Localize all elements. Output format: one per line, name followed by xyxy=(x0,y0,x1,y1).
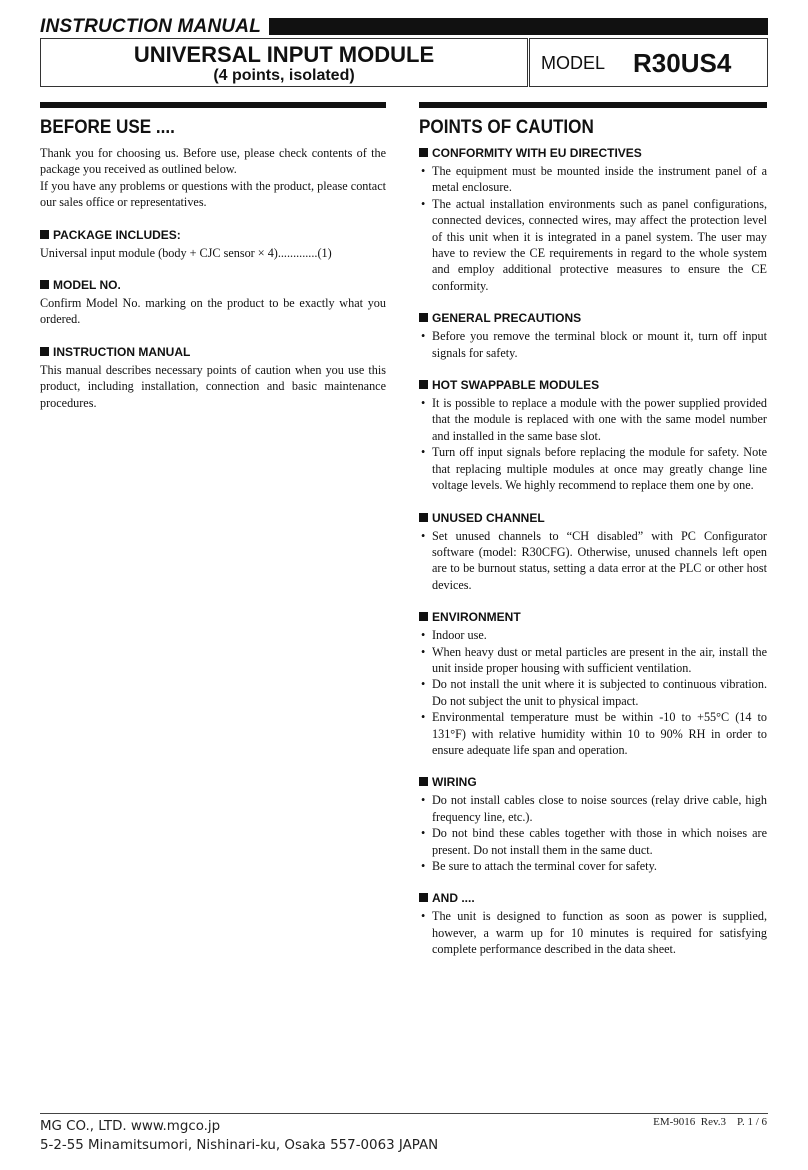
list-item: • When heavy dust or metal particles are present in the air, install the unit inside proper housing with sufficient ventilation. xyxy=(419,644,767,677)
section-heading: GENERAL PRECAUTIONS xyxy=(419,310,767,326)
general-precautions-section xyxy=(419,310,767,361)
model-no-heading: MODEL NO. xyxy=(40,277,386,293)
before-use-title: BEFORE USE .... xyxy=(40,117,175,138)
list-item: • The unit is designed to function as soon as power is supplied, however, a warm up for 10 minutes is required for satisfying complete performance described in the data sheet. xyxy=(419,908,767,957)
document-number: EM-9016 Rev.3 P. 1 / 6 xyxy=(653,1116,767,1128)
section-heading: AND .... xyxy=(419,890,767,906)
square-bullet-icon xyxy=(419,380,428,389)
list-item: • Set unused channels to “CH disabled” with PC Configurator software (model: R30CFG). Otherwise, unused channels left open are to be burnout status, setting a data error at the PLC or other host devices. xyxy=(419,528,767,594)
model-label: MODEL xyxy=(541,53,606,73)
points-of-caution-column xyxy=(419,102,767,958)
footer-address xyxy=(40,1117,438,1155)
and-section xyxy=(419,890,767,957)
intro-paragraph-2: If you have any problems or questions with the product, please contact our sales office or representatives. xyxy=(40,178,386,210)
wiring-section xyxy=(419,774,767,874)
before-use-column xyxy=(40,102,386,411)
points-of-caution-title: POINTS OF CAUTION xyxy=(419,117,594,138)
company-line: MG CO., LTD. www.mgco.jp xyxy=(40,1119,221,1134)
square-bullet-icon xyxy=(419,313,428,322)
list-item: • Turn off input signals before replacing the module for safety. Note that replacing multiple modules at once may greatly change line voltage levels. We highly recommend to replace them one by one. xyxy=(419,444,767,493)
list-item: • Do not bind these cables together with those in which noises are present. Do not install them in the same duct. xyxy=(419,825,767,858)
instruction-manual-text: This manual describes necessary points of caution when you use this product, including installation, connection and basic maintenance procedures. xyxy=(40,362,386,410)
square-bullet-icon xyxy=(419,612,428,621)
square-bullet-icon xyxy=(419,148,428,157)
instruction-manual-heading: INSTRUCTION MANUAL xyxy=(40,344,386,360)
square-bullet-icon xyxy=(419,777,428,786)
address-line: 5-2-55 Minamitsumori, Nishinari-ku, Osaka 557-0063 JAPAN xyxy=(40,1138,439,1153)
list-item: • Do not install cables close to noise sources (relay drive cable, high frequency line, etc.). xyxy=(419,792,767,825)
manual-label: INSTRUCTION MANUAL xyxy=(40,16,262,37)
package-text: Universal input module (body + CJC sensor × 4).............(1) xyxy=(40,245,332,260)
section-heading: CONFORMITY WITH EU DIRECTIVES xyxy=(419,145,767,161)
square-bullet-icon xyxy=(419,893,428,902)
header-bar xyxy=(269,18,768,35)
square-bullet-icon xyxy=(40,230,49,239)
section-rule xyxy=(419,102,767,108)
section-heading: HOT SWAPPABLE MODULES xyxy=(419,377,767,393)
model-value: R30US4 xyxy=(633,48,732,78)
section-heading: ENVIRONMENT xyxy=(419,609,767,625)
unused-channel-section xyxy=(419,510,767,594)
model-no-text: Confirm Model No. marking on the product to be exactly what you ordered. xyxy=(40,296,386,327)
list-item: • The equipment must be mounted inside the instrument panel of a metal enclosure. xyxy=(419,163,767,196)
section-heading: WIRING xyxy=(419,774,767,790)
section-heading: UNUSED CHANNEL xyxy=(419,510,767,526)
section-rule xyxy=(40,102,386,108)
hot-swappable-section xyxy=(419,377,767,493)
square-bullet-icon xyxy=(40,347,49,356)
list-item: • Indoor use. xyxy=(419,627,767,643)
environment-section xyxy=(419,609,767,758)
list-item: • Do not install the unit where it is subjected to continuous vibration. Do not subject the unit to physical impact. xyxy=(419,676,767,709)
square-bullet-icon xyxy=(419,513,428,522)
eu-directives-section xyxy=(419,145,767,294)
list-item: • Be sure to attach the terminal cover for safety. xyxy=(419,858,767,874)
document-subtitle: (4 points, isolated) xyxy=(213,67,355,84)
footer-rule xyxy=(40,1113,768,1114)
package-heading: PACKAGE INCLUDES: xyxy=(40,227,386,243)
square-bullet-icon xyxy=(40,280,49,289)
list-item: • The actual installation environments such as panel configurations, connected devices, connected wires, may affect the protection level of this unit when it is integrated in a panel system. The user may have to review the CE requirements in regard to the whole system and employ additional protective measures to ensure the CE conformity. xyxy=(419,196,767,294)
document-title: UNIVERSAL INPUT MODULE xyxy=(133,42,435,67)
model-box xyxy=(529,38,768,87)
intro-paragraph-1: Thank you for choosing us. Before use, please check contents of the package you received as outlined below. xyxy=(40,146,386,177)
header-strip xyxy=(40,16,768,38)
title-box xyxy=(40,38,528,87)
list-item: • Before you remove the terminal block or mount it, turn off input signals for safety. xyxy=(419,328,767,361)
list-item: • It is possible to replace a module with the power supplied provided that the module is replaced with one with the same model number and installed in the same base slot. xyxy=(419,395,767,444)
list-item: • Environmental temperature must be within -10 to +55°C (14 to 131°F) with relative humidity within 10 to 90% RH in order to ensure adequate life span and operation. xyxy=(419,709,767,758)
